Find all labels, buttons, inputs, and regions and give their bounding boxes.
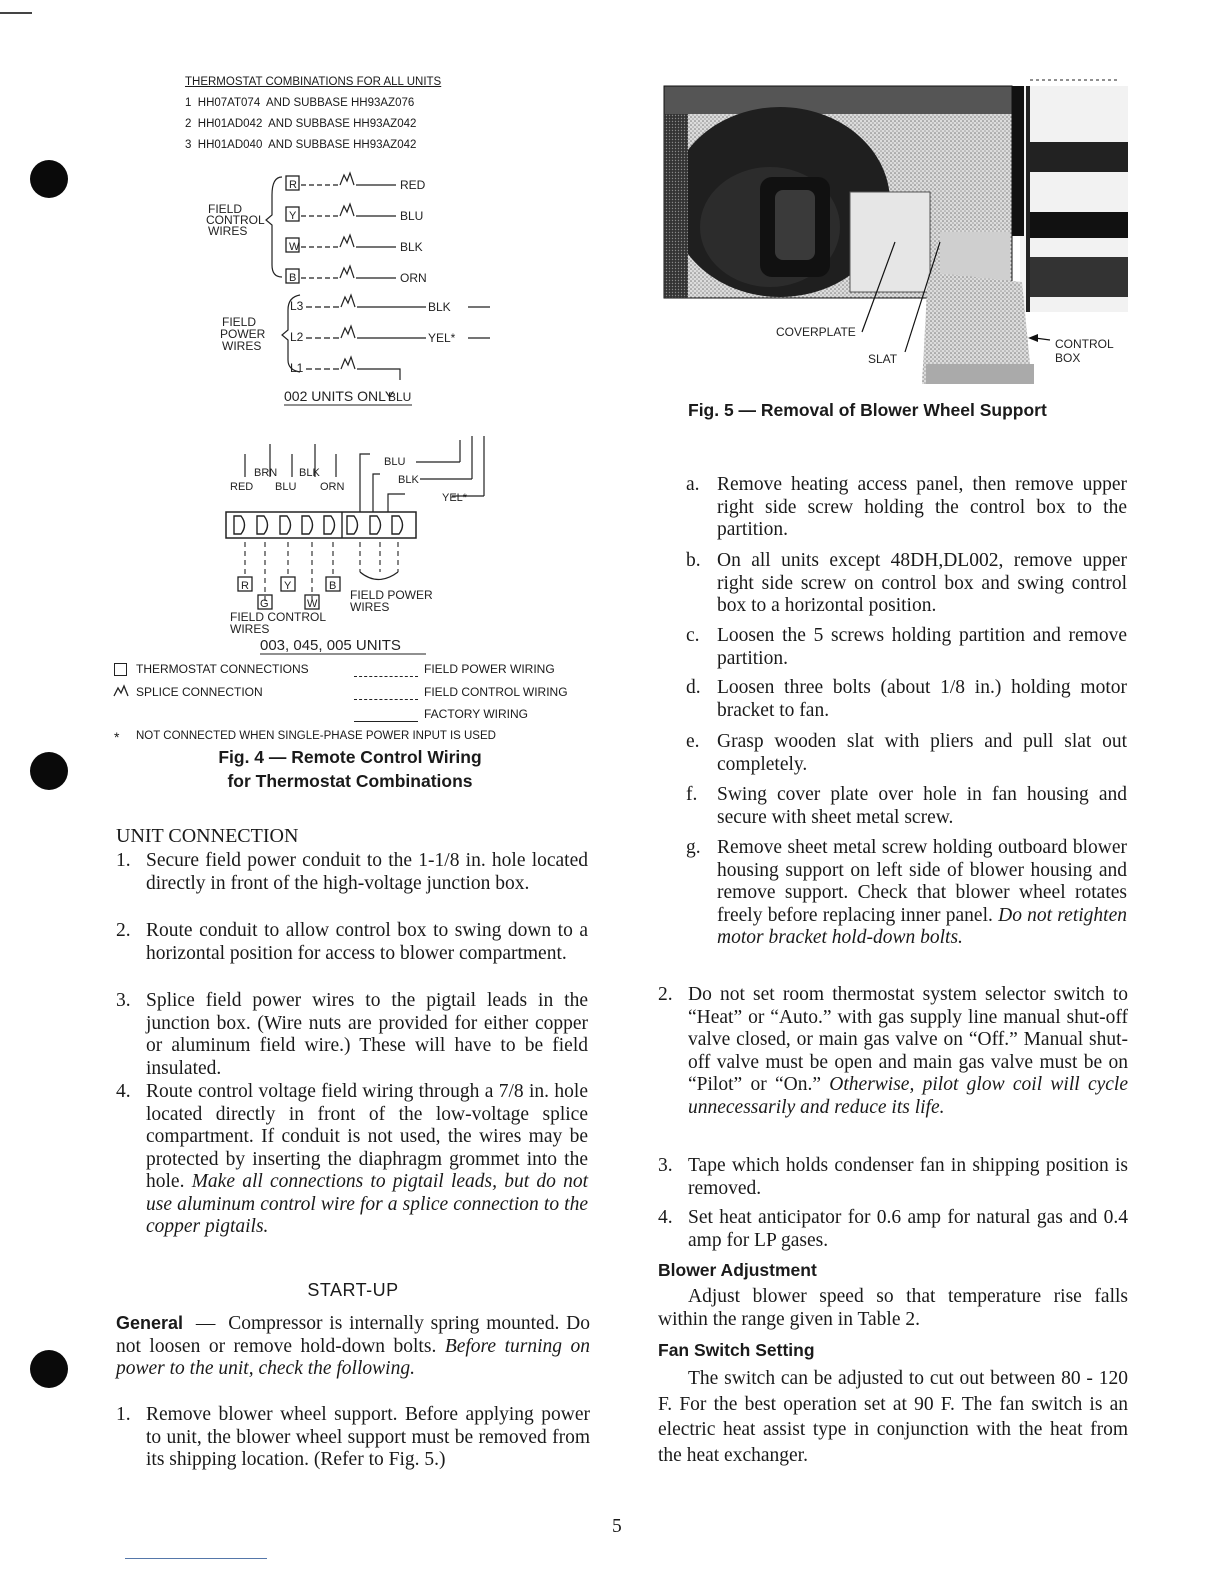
wiring-diagram-003 [220, 432, 500, 657]
uc-item-2: 2. Route conduit to allow control box to swing down to a horizontal position for access to blower compartment. [116, 920, 588, 964]
step-g [686, 837, 1128, 977]
step-letter: d. [686, 677, 701, 698]
wire-label-right-blk: BLK [398, 474, 419, 486]
uc-item-4: 4. Route control voltage field wiring through a 7/8 in. hole located directly in front of the low-voltage splice compartment. If conduit is not used, the wires may be protected by inserting the diaphragm grommet into the hole. Make all connections to pigtail leads, but do not use aluminum control wire for a splice connection to the copper pigtails. [116, 1081, 588, 1237]
general-dash: — [195, 1313, 216, 1334]
right-item-4: 4. Set heat anticipator for 0.6 amp for natural gas and 0.4 amp for LP gases. [658, 1207, 1128, 1251]
splice-icon [340, 204, 354, 216]
step-text: Remove heating access panel, then remove upper right side screw holding the control box to the partition. [717, 474, 1127, 540]
binder-hole-middle [30, 752, 68, 790]
step-a [686, 474, 1128, 544]
wire-connector [234, 516, 245, 534]
right-item-3: 3. Tape which holds condenser fan in shipping position is removed. [658, 1155, 1128, 1199]
step-b [686, 550, 1128, 620]
right-item-2-italic: Otherwise, pilot glow coil will cycle unnecessarily and reduce its life. [688, 1074, 1128, 1118]
binder-hole-top [30, 160, 68, 198]
fig4-caption-line1: Fig. 4 — Remote Control Wiring [218, 747, 482, 767]
step-letter: f. [686, 784, 698, 805]
corner-mark [0, 12, 32, 14]
fig4-caption [150, 745, 550, 793]
units-002-caption: 002 UNITS ONLY [284, 388, 395, 404]
step-f [686, 784, 1128, 830]
step-letter: b. [686, 550, 701, 571]
units-003-caption: 003, 045, 005 UNITS [260, 637, 401, 654]
power-wire-color: BLU [388, 390, 412, 404]
combination-line-1: 1 HH07AT074 AND SUBBASE HH93AZ076 [185, 97, 415, 109]
legend-thermostat: THERMOSTAT CONNECTIONS [136, 662, 309, 676]
legend-splice: SPLICE CONNECTION [136, 685, 263, 699]
footer-rule [125, 1558, 267, 1559]
field-power-label: FIELD POWER WIRES [220, 315, 266, 353]
field-control-line-sample [354, 699, 418, 700]
wire-label-right-blu: BLU [384, 456, 406, 468]
fan-switch-text: The switch can be adjusted to cut out between 80 - 120 F. For the best operation set at 90 F. The fan switch is an electric heat assist type in conjunction with the heat from the heat exchanger. [658, 1368, 1128, 1466]
splice-connection-icon [113, 684, 129, 698]
control-wire-color: BLU [400, 209, 424, 223]
combination-line-3: 3 HH01AD040 AND SUBBASE HH93AZ042 [185, 139, 417, 151]
thermostat-combinations-title: THERMOSTAT COMBINATIONS FOR ALL UNITS [185, 76, 442, 88]
step-text: Grasp wooden slat with pliers and pull slat out completely. [717, 731, 1127, 775]
factory-line-sample [354, 721, 418, 722]
terminal-y: Y [289, 210, 297, 222]
step-text: On all units except 48DH,DL002, remove upper right side screw on control box and swing control box to a horizontal position. [717, 550, 1127, 616]
blower-adjustment-text: Adjust blower speed so that temperature rise falls within the range given in Table 2. [658, 1286, 1128, 1330]
wire-label-right-yel: YEL* [442, 492, 468, 504]
step-text: Remove sheet metal screw holding outboard blower housing support on left side of blower housing and remove support. Check that blower wheel rotates freely before replacing inner panel. Do not retighten motor bracket hold-down bolts. [717, 837, 1127, 948]
splice-icon [341, 326, 355, 338]
control-box-label: CONTROL BOX [1055, 337, 1114, 365]
blower-adjustment-heading: Blower Adjustment [658, 1260, 817, 1280]
step-text: Loosen three bolts (about 1/8 in.) holding motor bracket to fan. [717, 677, 1127, 721]
splice-icon [341, 357, 355, 369]
step-letter: c. [686, 625, 700, 646]
power-terminal-l1: L1 [290, 361, 304, 375]
uc-item-1: 1. Secure field power conduit to the 1-1/8 in. hole located directly in front of the high-voltage junction box. [116, 850, 588, 894]
step-letter: e. [686, 731, 700, 752]
fig5-photo [650, 72, 1140, 402]
terminal-b: B [329, 580, 337, 592]
field-control-label: FIELD CONTROL WIRES [206, 202, 265, 238]
wiring-diagram-002 [200, 165, 520, 410]
right-item-2-text: Do not set room thermostat system selector switch to “Heat” or “Auto.” with gas supply line manual shut-off valve closed, or main gas valve on “Off.” Manual shut-off valve must be open and main gas valve must be on “Pilot” or “On.” [688, 984, 1128, 1095]
wire-connector [302, 516, 313, 534]
step-text: Swing cover plate over hole in fan housing and secure with sheet metal screw. [717, 784, 1127, 828]
wire-connector [370, 516, 381, 534]
wire-label-blu: BLU [275, 481, 297, 493]
startup-item-1: 1. Remove blower wheel support. Before applying power to unit, the blower wheel support must be removed from its shipping location. (Refer to Fig. 5.) [116, 1404, 590, 1470]
uc-item-3: 3. Splice field power wires to the pigtail leads in the junction box. (Wire nuts are provided for either copper or aluminum field wire.) These will have to be field insulated. [116, 990, 588, 1079]
splice-icon [340, 266, 354, 278]
field-control-wires-label: FIELD CONTROL WIRES [230, 610, 327, 636]
step-italic: Do not retighten motor bracket hold-down bolts. [717, 904, 1127, 948]
step-d [686, 677, 1128, 723]
legend-factory: FACTORY WIRING [424, 707, 529, 721]
control-wire-color: BLK [400, 240, 423, 254]
splice-icon [340, 173, 354, 185]
power-wire-color: YEL* [428, 331, 456, 345]
legend-field-power: FIELD POWER WIRING [424, 662, 555, 676]
general-paragraph [116, 1312, 590, 1381]
terminal-b: B [289, 272, 297, 284]
wire-label-brn: BRN [254, 467, 278, 479]
terminal-r: R [241, 580, 249, 592]
step-letter: g. [686, 837, 701, 858]
splice-icon [340, 235, 354, 247]
slat-label: SLAT [868, 352, 898, 366]
uc-item-4-text: Route control voltage field wiring through a 7/8 in. hole located directly in front of the low-voltage splice compartment. If conduit is not used, the wires may be protected by inserting the diaphragm grommet into the hole. [146, 1081, 588, 1192]
step-c [686, 625, 1128, 671]
fig5-caption: Fig. 5 — Removal of Blower Wheel Support [688, 400, 1047, 420]
power-wire-color: BLK [428, 300, 451, 314]
wire-label-blk: BLK [299, 467, 320, 479]
field-power-line-sample [354, 676, 418, 677]
general-label: General [116, 1313, 184, 1333]
power-terminal-l2: L2 [290, 330, 304, 344]
fan-switch-heading: Fan Switch Setting [658, 1340, 815, 1360]
fig4-caption-line2: for Thermostat Combinations [227, 771, 473, 791]
step-letter: a. [686, 474, 700, 495]
step-text: Loosen the 5 screws holding partition and remove partition. [717, 625, 1127, 669]
general-italic: Before turning on power to the unit, check the following. [116, 1335, 590, 1379]
wire-label-orn: ORN [320, 481, 345, 493]
legend-field-control: FIELD CONTROL WIRING [424, 685, 568, 699]
uc-item-4-italic: Make all connections to pigtail leads, but do not use aluminum control wire for a splice connection to the copper pigtails. [146, 1171, 588, 1237]
terminal-y: Y [284, 580, 292, 592]
control-wire-color: ORN [400, 271, 427, 285]
combination-line-2: 2 HH01AD042 AND SUBBASE HH93AZ042 [185, 118, 417, 130]
legend-note-mark: * [114, 729, 120, 745]
coverplate-label: COVERPLATE [776, 325, 856, 339]
legend [114, 660, 594, 750]
wire-label-red: RED [230, 481, 254, 493]
page-number: 5 [612, 1516, 622, 1537]
terminal-g: G [260, 598, 269, 610]
splice-icon [341, 295, 355, 307]
power-terminal-l3: L3 [290, 299, 304, 313]
unit-connection-heading: UNIT CONNECTION [116, 825, 299, 847]
binder-hole-bottom [30, 1350, 68, 1388]
wire-connector [324, 516, 335, 534]
control-wire-color: RED [400, 178, 426, 192]
startup-heading: START-UP [307, 1280, 399, 1300]
terminal-w: W [289, 241, 300, 253]
legend-note: NOT CONNECTED WHEN SINGLE-PHASE POWER INPUT IS USED [136, 730, 496, 742]
field-power-wires-label: FIELD POWER WIRES [350, 588, 433, 614]
terminal-r: R [289, 179, 297, 191]
wire-connector [392, 516, 403, 534]
right-item-2: 2. Do not set room thermostat system selector switch to “Heat” or “Auto.” with gas supply line manual shut-off valve closed, or main gas valve on “Off.” Manual shut-off valve must be open and main gas valve must be on “Pilot” or “On.” Otherwise, pilot glow coil will cycle unnecessarily and reduce its life. [658, 984, 1128, 1118]
terminal-w: W [307, 598, 318, 610]
wire-connector [280, 516, 291, 534]
thermostat-combinations [185, 72, 505, 156]
thermostat-connection-icon [114, 663, 127, 676]
wire-connector [257, 516, 268, 534]
step-e [686, 731, 1128, 777]
wire-connector [347, 516, 358, 534]
general-text: Compressor is internally spring mounted. Do not loosen or remove hold-down bolts. [116, 1313, 590, 1357]
